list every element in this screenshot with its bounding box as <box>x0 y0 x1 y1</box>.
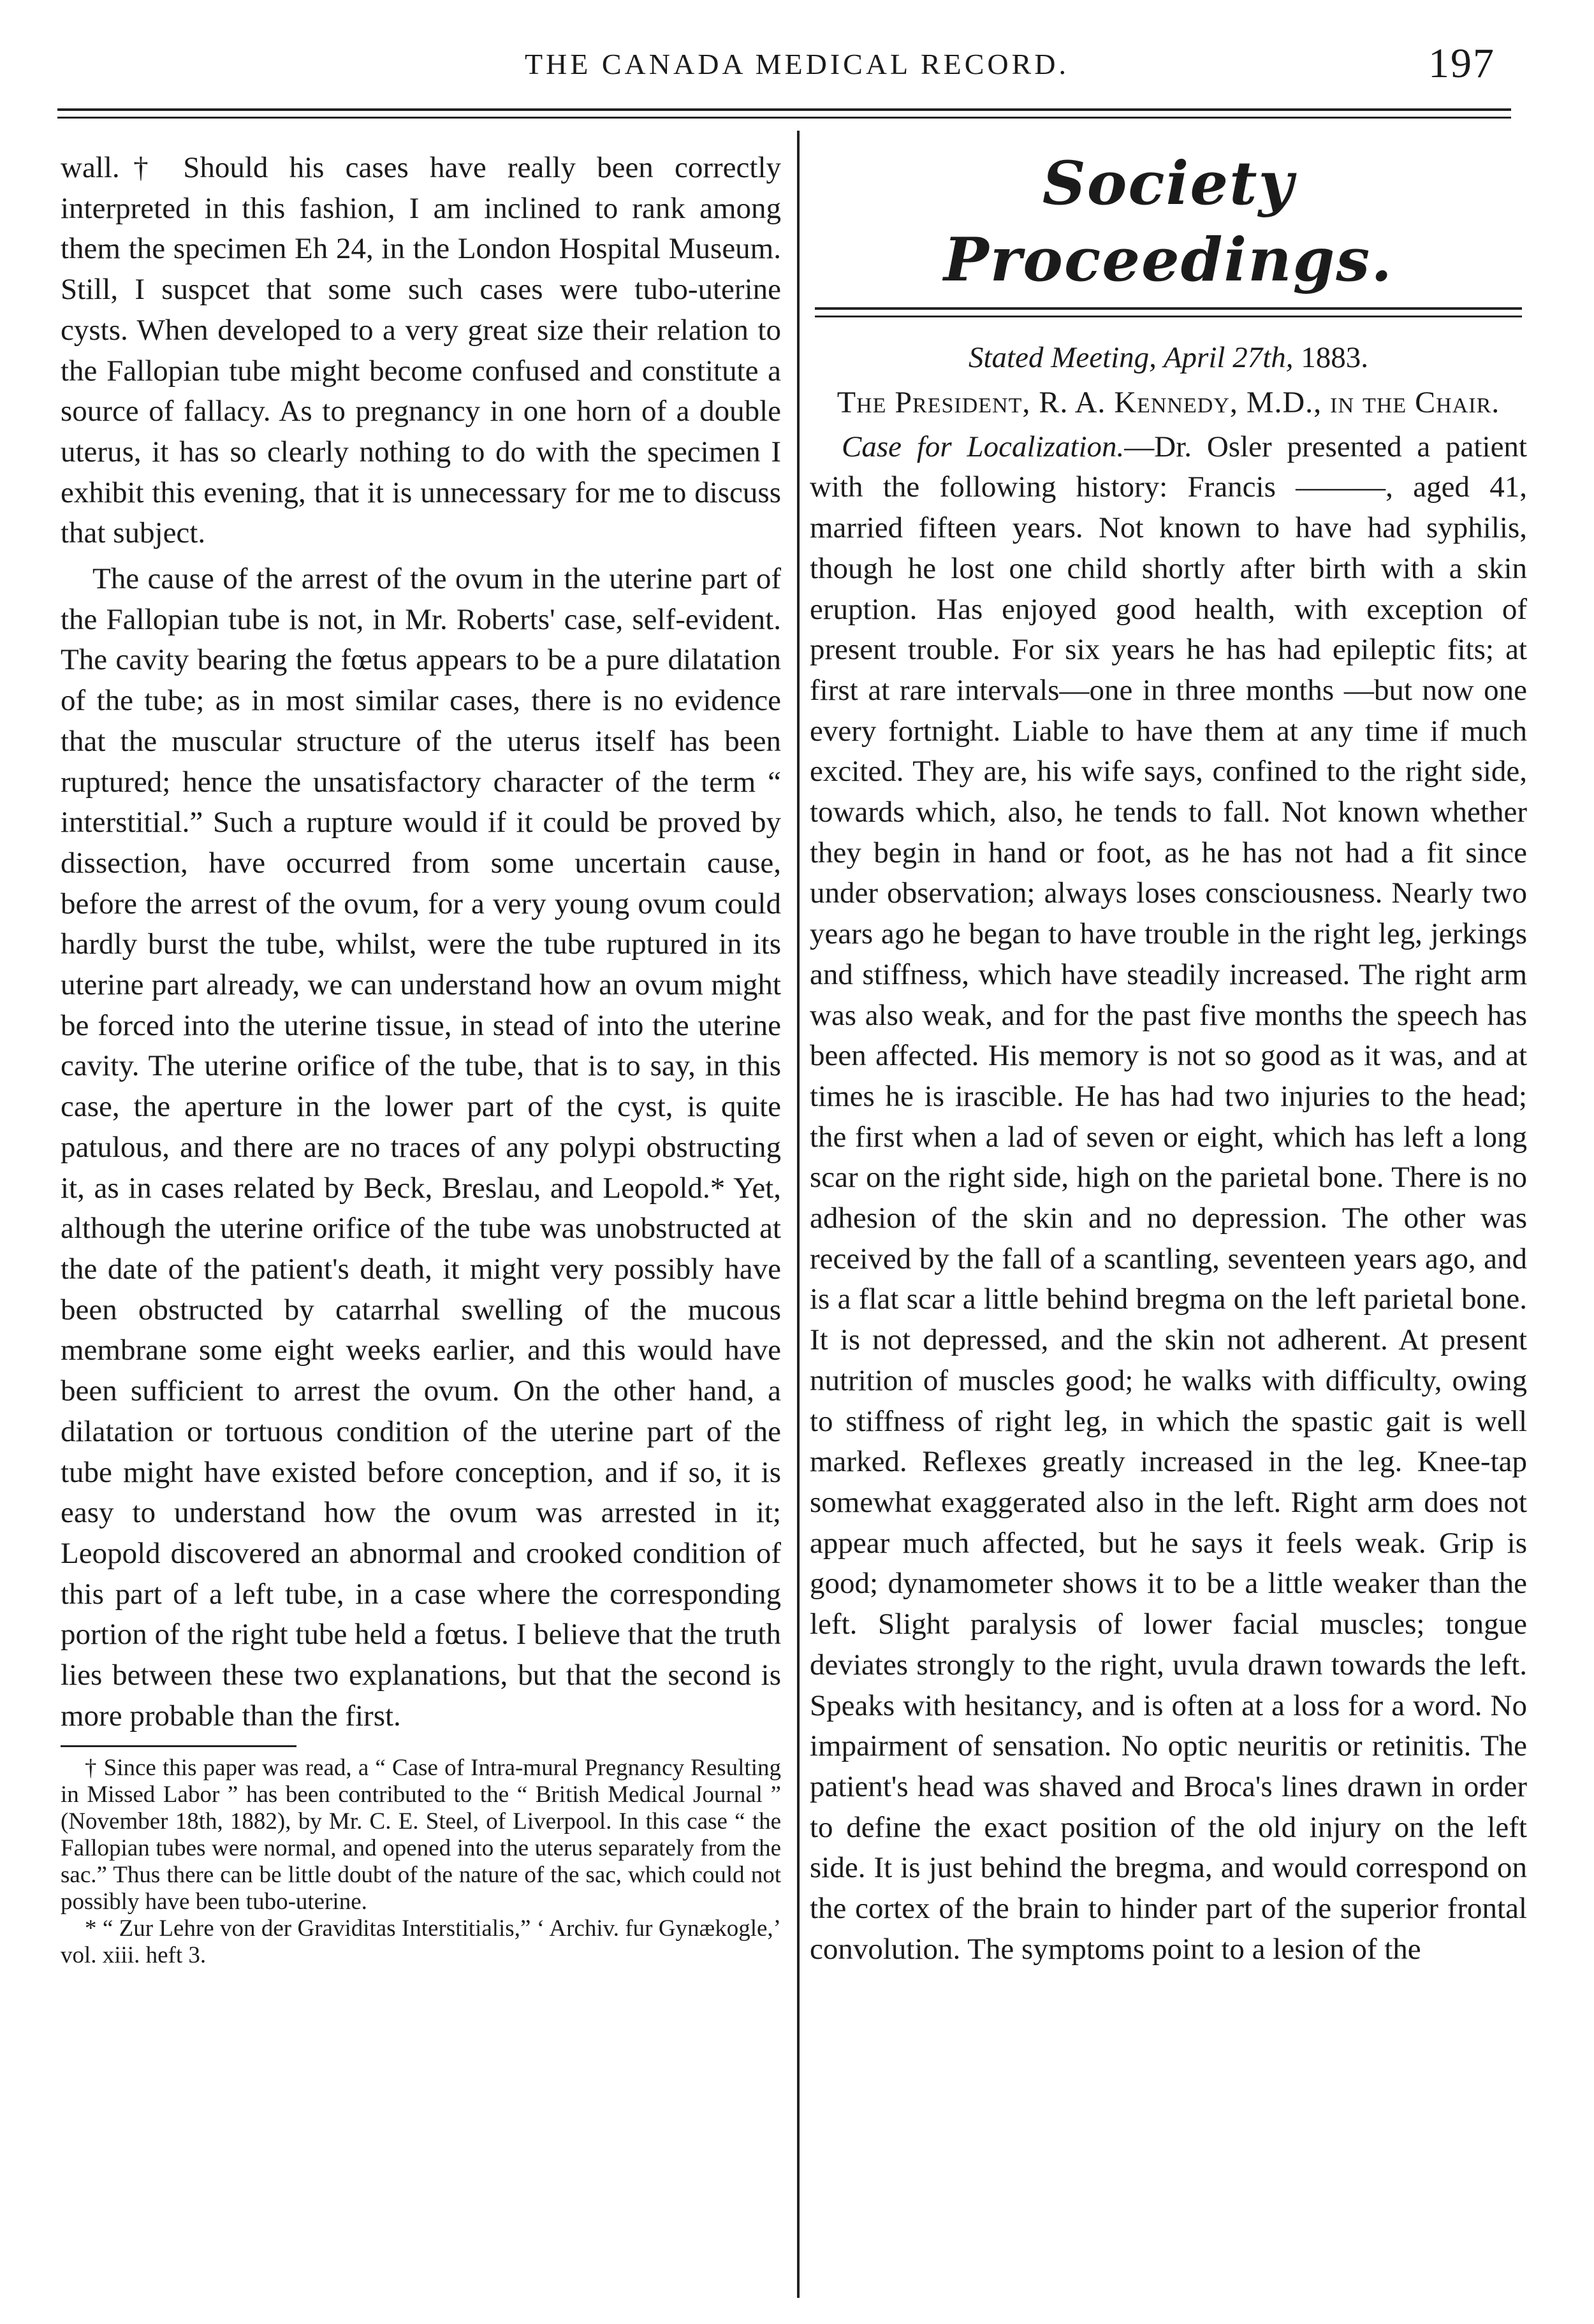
section-title: Society Proceedings. <box>944 149 1393 295</box>
page-number: 197 <box>1428 40 1495 87</box>
meeting-date: Stated Meeting, April 27th, <box>968 341 1294 374</box>
footnote-rule <box>61 1745 296 1747</box>
footnote: * “ Zur Lehre von der Graviditas Interstitialis,” ‘ Archiv. fur Gynækogle,’ vol. xiii. heft 3. <box>61 1915 781 1969</box>
chair-line: The President, R. A. Kennedy, M.D., in the Chair. <box>837 385 1500 419</box>
left-column <box>61 148 781 1969</box>
running-head <box>0 40 1594 91</box>
paragraph: The cause of the arrest of the ovum in the uterine part of the Fallopian tube is not, in Mr. Roberts' case, self-evident. The cavity bearing the fœtus appears to be a pure dilatation of the tube; as in most similar cases, there is no evidence that the muscular structure of the uterus itself has been ruptured; hence the unsatisfactory character of the term “ interstitial.” Such a rupture would if it could be proved by dissection, have occurred from some uncertain cause, before the arrest of the ovum, for a very young ovum could hardly burst the tube, whilst, were the tube ruptured in its uterine part already, we can understand how an ovum might be forced into the uterine tissue, in stead of into the uterine cavity. The uterine orifice of the tube, that is to say, in this case, the aperture in the lower part of the cyst, is quite patulous, and there are no traces of any polypi obstructing it, as in cases related by Beck, Breslau, and Leopold.* Yet, although the uterine orifice of the tube was unobstructed at the date of the patient's death, it might very possibly have been obstructed by catarrhal swelling of the mucous membrane some eight weeks earlier, and this would have been sufficient to arrest the ovum. On the other hand, a dilatation or tortuous condition of the uterine part of the tube might have existed before conception, and if so, it is easy to understand how the ovum was arrested in it; Leopold discovered an abnormal and crooked condition of this part of a left tube, in a case where the corresponding portion of the right tube held a fœtus. I believe that the truth lies between these two explanations, but that the second is more probable than the first. <box>61 562 781 1732</box>
footnotes <box>61 1755 781 1969</box>
section-rule-top <box>815 307 1522 310</box>
right-column <box>810 140 1527 1975</box>
paragraph <box>810 427 1527 1970</box>
header-rule-bottom <box>57 117 1511 119</box>
column-divider <box>797 131 800 2298</box>
section-rule-bottom <box>815 316 1522 317</box>
header-rule-top <box>57 108 1511 111</box>
meeting-year: 1883. <box>1301 341 1369 374</box>
journal-title: THE CANADA MEDICAL RECORD. <box>524 48 1070 80</box>
meeting-line <box>810 338 1527 379</box>
case-text: —Dr. Osler presented a patient with the following history: Francis ———, aged 41, married fifteen years. Not known to have had syphilis, though he lost one child shortly after birth with a skin eruption. Has enjoyed good health, with exception of present trouble. For six years he has had epileptic fits; at first at rare intervals—one in three months —but now one every fortnight. Liable to have them at any time if much excited. They are, his wife says, confined to the right side, towards which, also, he tends to fall. Not known whether they begin in hand or foot, as he has not had a fit since under observation; always loses consciousness. Nearly two years ago he began to have trouble in the right leg, jerkings and stiffness, which have steadily increased. The right arm was also weak, and for the past five months the speech has been affected. His memory is not so good as it was, and at times he is irascible. He has had two injuries to the head; the first when a lad of seven or eight, which has left a long scar on the right side, high on the parietal bone. There is no adhesion of the skin and no depression. The other was received by the fall of a scantling, seventeen years ago, and is a flat scar a little behind bregma on the left parietal bone. It is not depressed, and the skin not adherent. At present nutrition of muscles good; he walks with difficulty, owing to stiffness of right leg, in which the spastic gait is well marked. Reflexes greatly increased in the leg. Knee-tap somewhat exaggerated also in the left. Right arm does not appear much affected, but he says it feels weak. Grip is good; dynamometer shows it to be a little weaker than the left. Slight paralysis of lower facial muscles; tongue deviates strongly to the right, uvula drawn towards the left. Speaks with hesitancy, and is often at a loss for a word. No impairment of sensation. No optic neuritis or retinitis. The patient's head was shaved and Broca's lines drawn in order to define the exact position of the old injury on the left side. It is just behind the bregma, and would correspond on the cortex of the brain to hinder part of the superior frontal convolution. The symptoms point to a lesion of the <box>810 430 1527 1966</box>
paragraph: wall.† Should his cases have really been correctly interpreted in this fashion, I am inclined to rank among them the specimen Eh 24, in the London Hospital Museum. Still, I suspcet that some such cases were tubo-uterine cysts. When developed to a very great size their relation to the Fallopian tube might become confused and constitute a source of fallacy. As to pregnancy in one horn of a double uterus, it has so clearly nothing to do with the specimen I exhibit this evening, that it is unnecessary for me to discuss that subject. <box>61 151 781 550</box>
case-heading: Case for Localization. <box>842 430 1125 463</box>
footnote: † Since this paper was read, a “ Case of Intra-mural Pregnancy Resulting in Missed Labor ” has been contributed to the “ British Medical Journal ” (November 18th, 1882), by Mr. C. E. Steel, of Liverpool. In this case “ the Fallopian tubes were normal, and opened into the uterus separately from the sac.” Thus there can be little doubt of the nature of the sac, which could not possibly have been tubo-uterine. <box>61 1755 781 1915</box>
